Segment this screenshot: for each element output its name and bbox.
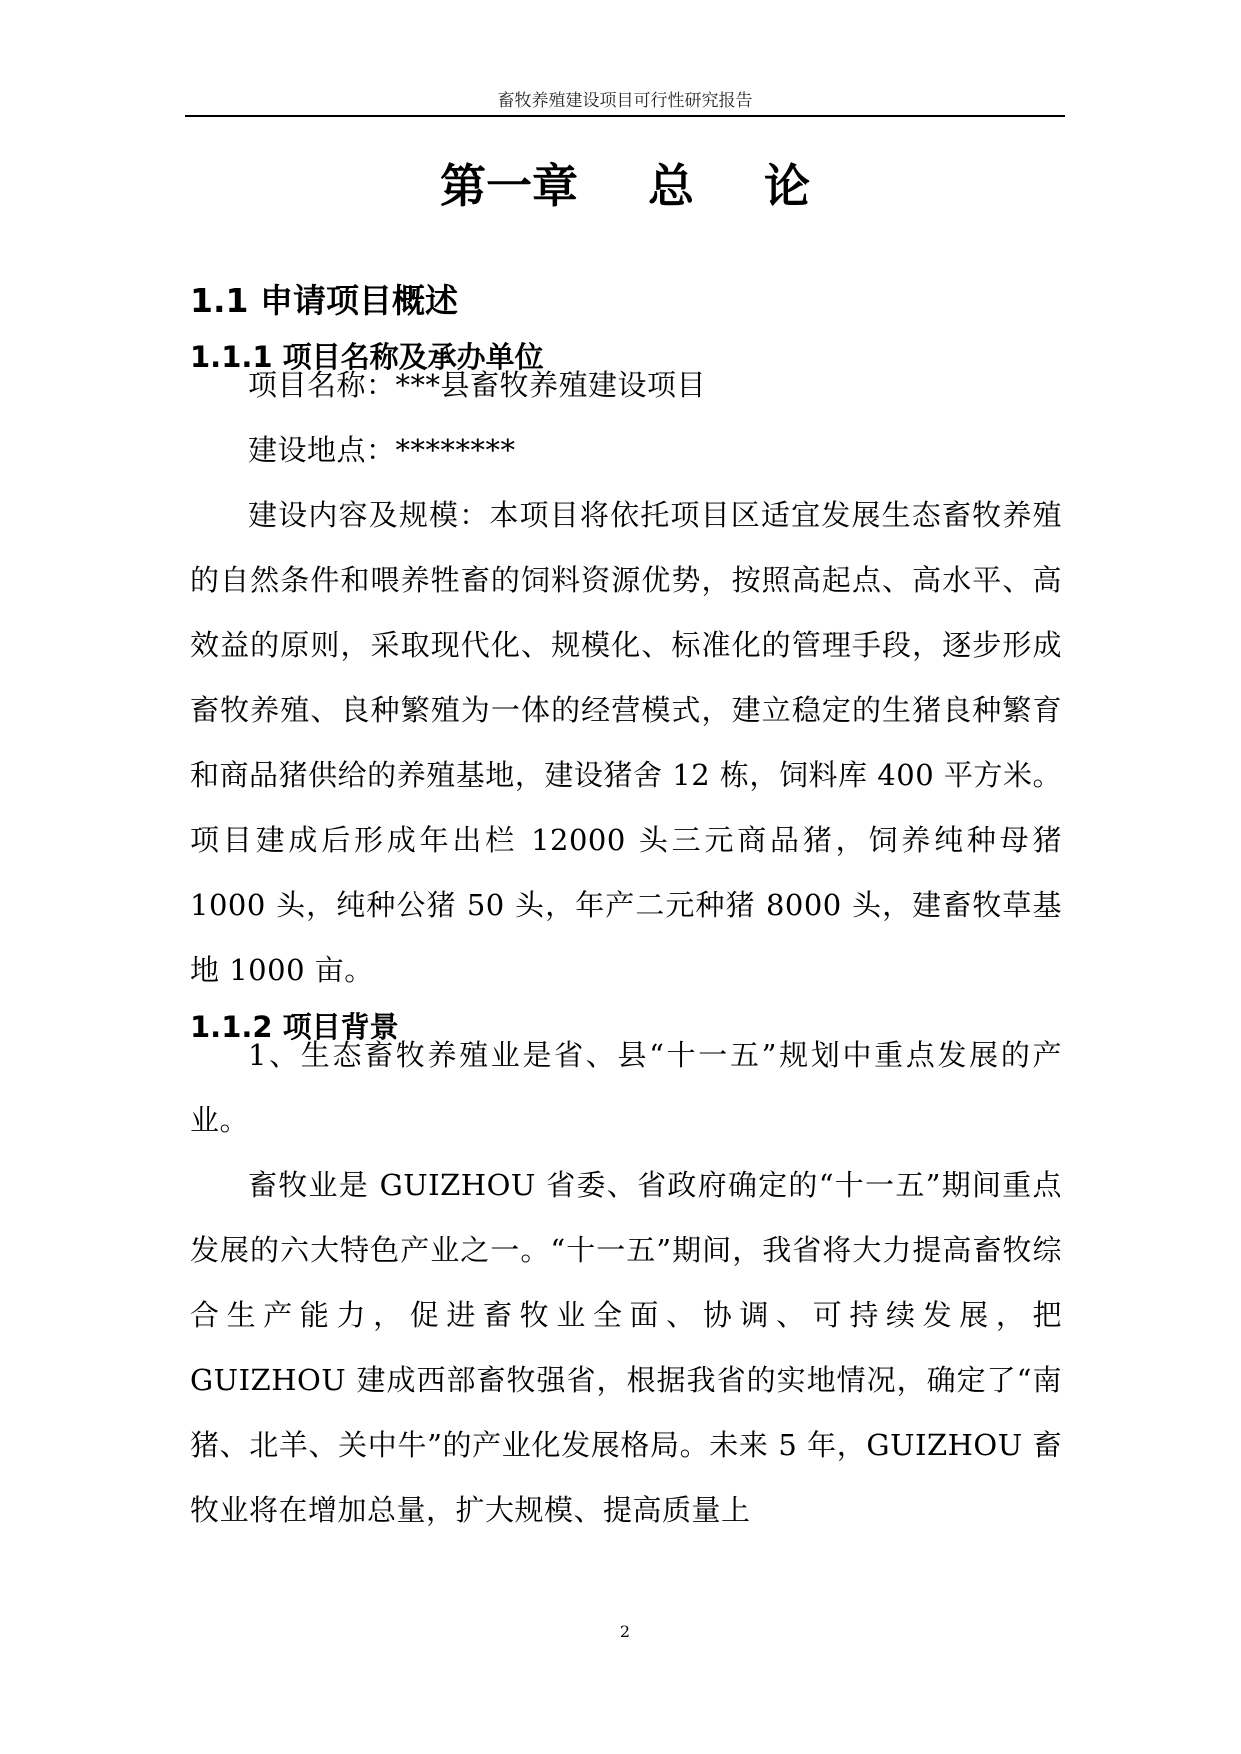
- section-heading-1-1-1: 1.1.1 项目名称及承办单位: [190, 340, 544, 374]
- chapter-title: [185, 150, 1065, 216]
- section-heading-1-1: 1.1 申请项目概述: [190, 281, 458, 320]
- header-rule: [185, 115, 1065, 117]
- background-paragraph-1: 1、生态畜牧养殖业是省、县“十一五”规划中重点发展的产业。: [190, 1038, 1062, 1137]
- chapter-number: 第一章: [440, 159, 578, 213]
- chapter-word-1: 总: [648, 159, 694, 213]
- background-paragraph-2: 畜牧业是 GUIZHOU 省委、省政府确定的“十一五”期间重点发展的六大特色产业之一。“十一五”期间，我省将大力提高畜牧综合生产能力，促进畜牧业全面、协调、可持续发展，把 GUIZHOU 建成西部畜牧强省，根据我省的实地情况，确定了“南猪、北羊、关中牛”的产业化发展格局。未来 5 年，GUIZHOU 畜牧业将在增加总量，扩大规模、提高质量上: [190, 1168, 1062, 1527]
- page-number: 2: [619, 1622, 631, 1641]
- location-paragraph: 建设地点：********: [248, 433, 516, 467]
- project-name-paragraph: 项目名称：***县畜牧养殖建设项目: [248, 368, 707, 402]
- section-heading-1-1-2: 1.1.2 项目背景: [190, 1010, 399, 1044]
- chapter-word-2: 论: [764, 159, 810, 213]
- content-paragraph: 建设内容及规模：本项目将依托项目区适宜发展生态畜牧养殖的自然条件和喂养牲畜的饲料资源优势，按照高起点、高水平、高效益的原则，采取现代化、规模化、标准化的管理手段，逐步形成畜牧养殖、良种繁殖为一体的经营模式，建立稳定的生猪良种繁育和商品猪供给的养殖基地，建设猪舍 12 栋，饲料库 400 平方米。项目建成后形成年出栏 12000 头三元商品猪，饲养纯种母猪 1000 头，纯种公猪 50 头，年产二元种猪 8000 头，建畜牧草基地 1000 亩。: [190, 498, 1062, 987]
- running-header: 畜牧养殖建设项目可行性研究报告: [497, 91, 753, 111]
